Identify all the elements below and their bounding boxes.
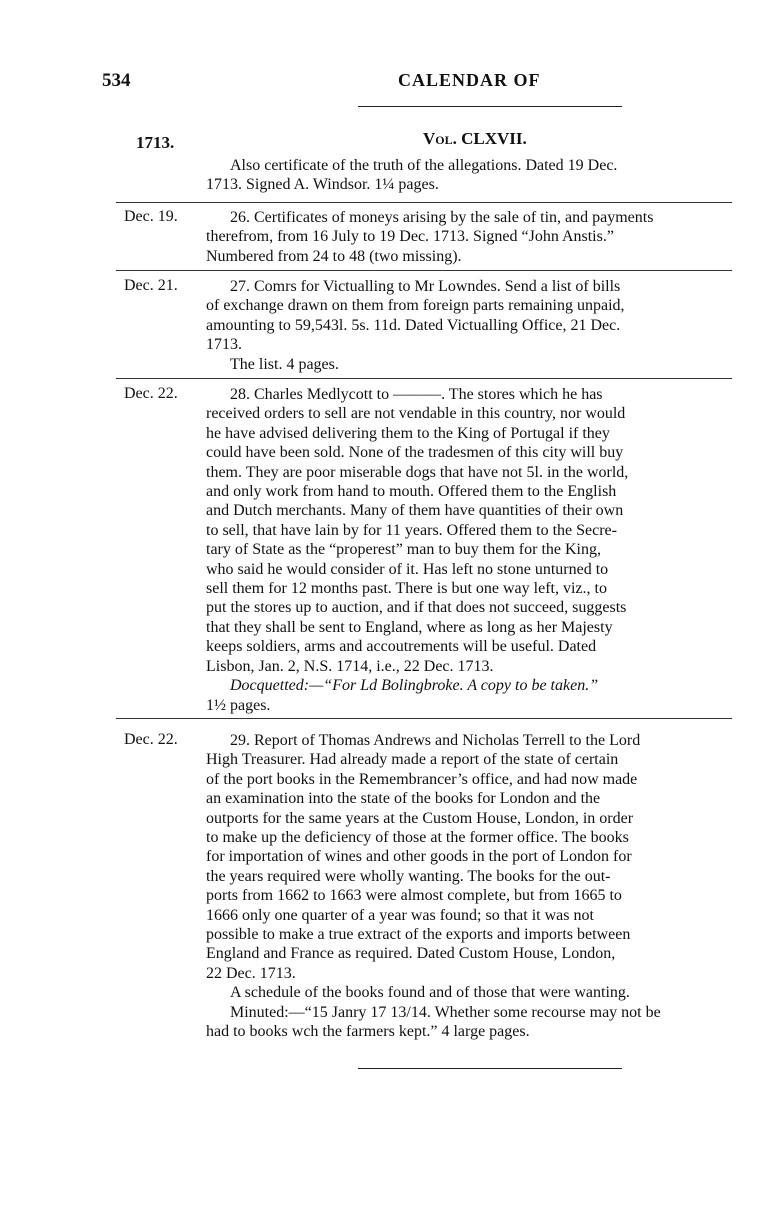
entry-body: [206, 385, 732, 715]
volume-label-rest: ol. CLXVII.: [435, 129, 527, 148]
entry-line: sell them for 12 months past. There is but one way left, viz., to: [206, 580, 607, 598]
entry-line: 1666 only one quarter of a year was found; so that it was not: [206, 906, 594, 924]
entry-line: tary of State as the “properest” man to buy them for the King,: [206, 541, 601, 559]
margin-year: 1713.: [136, 133, 175, 152]
entry-line: keeps soldiers, arms and accoutrements will be useful. Dated: [206, 638, 597, 656]
entry-line: who said he would consider of it. Has left no stone unturned to: [206, 560, 609, 578]
entry-line: 29. Report of Thomas Andrews and Nicholas Terrell to the Lord: [230, 732, 641, 749]
entry-line: High Treasurer. Had already made a report of the state of certain: [206, 751, 619, 769]
entry-line: for importation of wines and other goods in the port of London for: [206, 848, 632, 866]
entry-body: [206, 277, 732, 374]
entry-line: 22 Dec. 1713.: [206, 964, 296, 982]
docquet-line: Docquetted:—“For Ld Bolingbroke. A copy to be taken.”: [230, 677, 599, 695]
entry-line: 28. Charles Medlycott to ———. The stores which he has: [230, 386, 603, 403]
entry-date: Dec. 21.: [124, 277, 178, 294]
entry-line: to make up the deficiency of those at the former office. The books: [206, 829, 629, 847]
minute-line: Minuted:—“15 Janry 17 13/14. Whether some recourse may not be: [230, 1003, 661, 1021]
entry-line: amounting to 59,543l. 5s. 11d. Dated Victualling Office, 21 Dec.: [206, 316, 621, 334]
entry-separator: [116, 270, 732, 271]
entry-separator: [116, 718, 732, 719]
entry-line: an examination into the state of the books for London and the: [206, 790, 601, 808]
entry-line: of exchange drawn on them from foreign parts remaining unpaid,: [206, 297, 625, 315]
entry-line: possible to make a true extract of the exports and imports between: [206, 926, 631, 944]
entry-line: of the port books in the Remembrancer’s office, and had now made: [206, 770, 638, 788]
entry-line: England and France as required. Dated Custom House, London,: [206, 945, 616, 963]
entry-body: [206, 156, 732, 195]
entry-line: had to books wch the farmers kept.” 4 large pages.: [206, 1023, 530, 1041]
entry-line: The list. 4 pages.: [230, 355, 339, 373]
volume-label-initial: V: [423, 129, 436, 148]
entry-line: 26. Certificates of moneys arising by the sale of tin, and payments: [230, 209, 654, 226]
entry-line: 27. Comrs for Victualling to Mr Lowndes. Send a list of bills: [230, 278, 621, 295]
entry-line: and only work from hand to mouth. Offered them to the English: [206, 483, 617, 501]
entry-line: 1713.: [206, 336, 242, 354]
entry-line: he have advised delivering them to the King of Portugal if they: [206, 424, 610, 442]
entry-line: to sell, that have lain by for 11 years. Offered them to the Secre-: [206, 521, 617, 539]
entry-line: the years required were wholly wanting. The books for the out-: [206, 867, 611, 885]
entry-line: and Dutch merchants. Many of them have quantities of their own: [206, 502, 624, 520]
entry-line: Also certificate of the truth of the allegations. Dated 19 Dec.: [230, 157, 618, 174]
volume-heading: [423, 129, 527, 149]
entry-body: [206, 208, 732, 266]
entry-line: put the stores up to auction, and if that does not succeed, suggests: [206, 599, 627, 617]
entry-line: outports for the same years at the Custom House, London, in order: [206, 809, 634, 827]
footer-rule: [358, 1068, 622, 1069]
entry-line: therefrom, from 16 July to 19 Dec. 1713. Signed “John Anstis.”: [206, 228, 614, 246]
entry-separator: [116, 202, 732, 203]
entry-line: that they shall be sent to England, where as long as her Majesty: [206, 618, 613, 636]
running-title: CALENDAR OF: [398, 70, 541, 90]
entry-separator: [116, 378, 732, 379]
entry-body: [206, 731, 732, 1042]
entry-line: could have been sold. None of the tradesmen of this city will buy: [206, 444, 624, 462]
entry-date: Dec. 22.: [124, 385, 178, 402]
entry-line: Lisbon, Jan. 2, N.S. 1714, i.e., 22 Dec. 1713.: [206, 657, 494, 675]
entry-line: 1½ pages.: [206, 696, 271, 714]
entry-line: A schedule of the books found and of those that were wanting.: [230, 984, 630, 1002]
entry-line: Numbered from 24 to 48 (two missing).: [206, 247, 462, 265]
entry-line: 1713. Signed A. Windsor. 1¼ pages.: [206, 176, 439, 194]
entry-line: them. They are poor miserable dogs that have not 5l. in the world,: [206, 463, 629, 481]
header-rule: [358, 106, 622, 107]
entry-date: Dec. 19.: [124, 208, 178, 225]
entry-line: ports from 1662 to 1663 were almost complete, but from 1665 to: [206, 887, 622, 905]
entry-line: received orders to sell are not vendable in this country, nor would: [206, 405, 626, 423]
page-number: 534: [102, 70, 131, 91]
entry-date: Dec. 22.: [124, 731, 178, 748]
